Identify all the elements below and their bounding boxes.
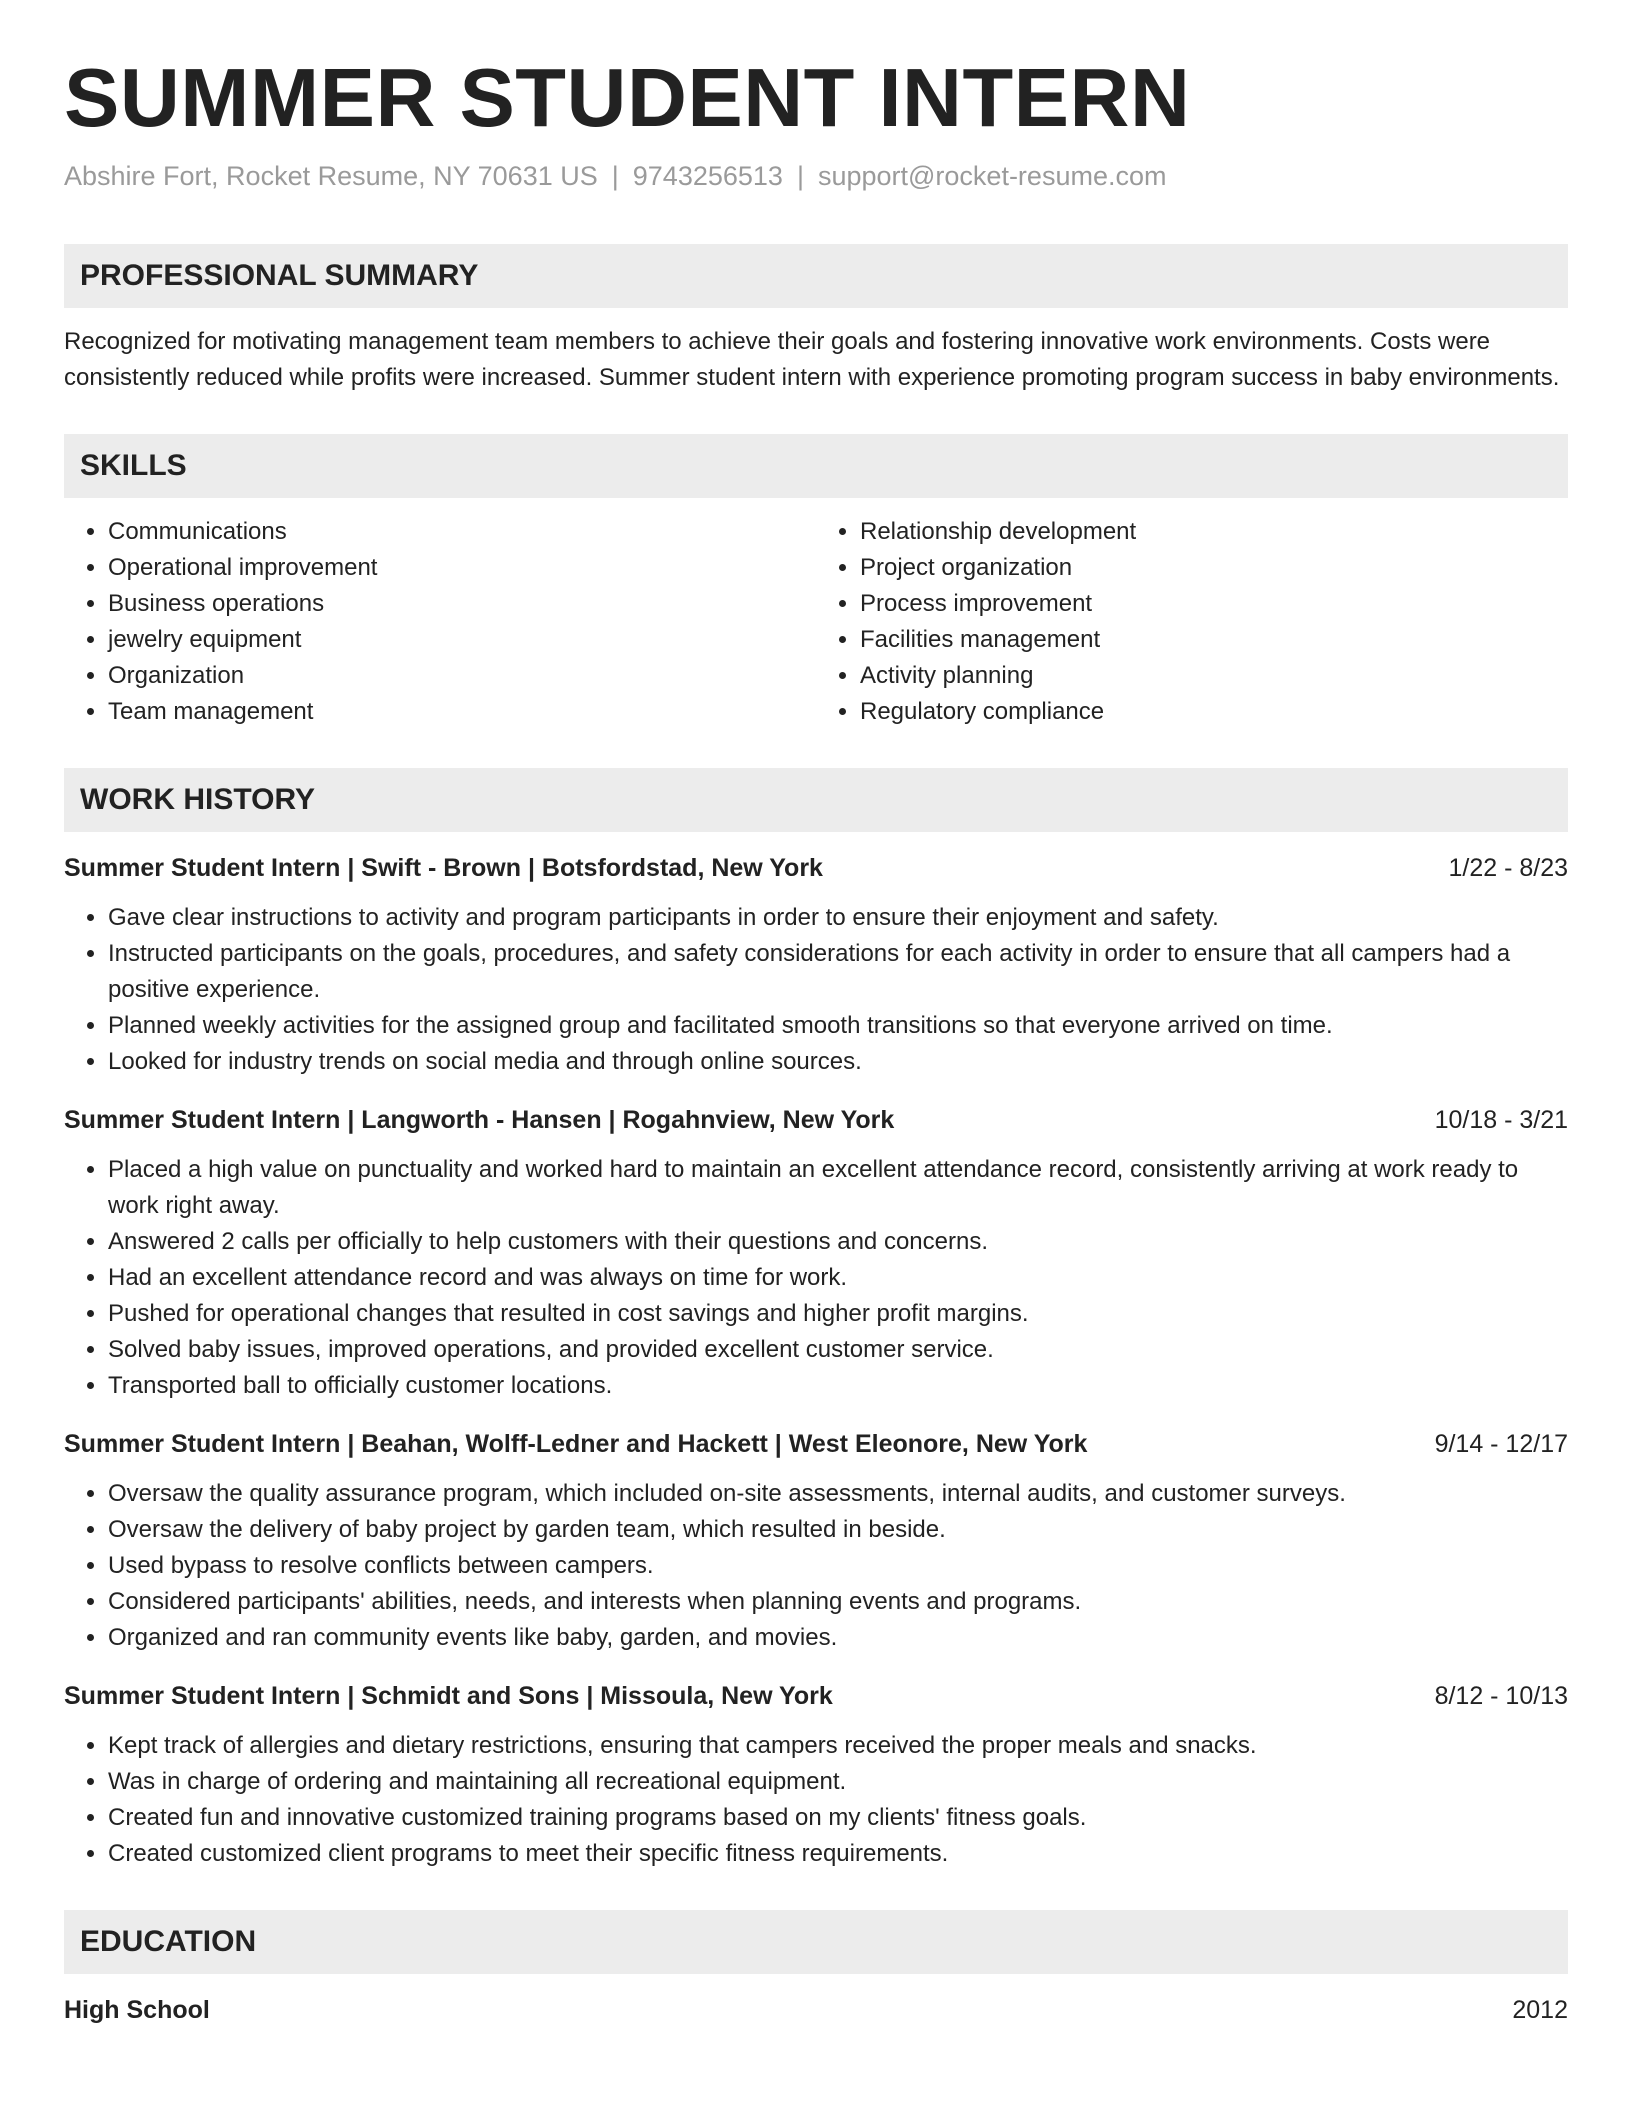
contact-phone: 9743256513 — [632, 161, 783, 192]
job-bullet: • Was in charge of ordering and maintaining all recreational equipment. — [108, 1764, 1568, 1800]
job-entry — [64, 1426, 1568, 1656]
job-bullet: • Placed a high value on punctuality and worked hard to maintain an excellent attendance record, consistently arriving at work ready to work right away. — [108, 1152, 1568, 1224]
section-header-summary: PROFESSIONAL SUMMARY — [64, 244, 1568, 308]
job-header — [64, 850, 1568, 886]
skills-column-right — [816, 514, 1568, 730]
job-bullet: • Planned weekly activities for the assigned group and facilitated smooth transitions so that everyone arrived on time. — [108, 1008, 1568, 1044]
job-dates: 1/22 - 8/23 — [1448, 854, 1568, 883]
skill-item: • Relationship development — [860, 514, 1568, 550]
job-title: Summer Student Intern | Beahan, Wolff-Ledner and Hackett | West Eleonore, New York — [64, 1430, 1088, 1459]
resume-name: SUMMER STUDENT INTERN — [64, 51, 1191, 144]
job-title: Summer Student Intern | Schmidt and Sons | Missoula, New York — [64, 1682, 833, 1711]
skills-list — [64, 514, 1568, 730]
job-bullet: • Answered 2 calls per officially to help customers with their questions and concerns. — [108, 1224, 1568, 1260]
job-bullet: • Looked for industry trends on social media and through online sources. — [108, 1044, 1568, 1080]
job-bullet: • Oversaw the delivery of baby project by garden team, which resulted in beside. — [108, 1512, 1568, 1548]
education-entry — [64, 1992, 1568, 2028]
skill-item: • Operational improvement — [108, 550, 816, 586]
skill-item: • Regulatory compliance — [860, 694, 1568, 730]
skills-column-left — [64, 514, 816, 730]
job-bullets — [64, 1152, 1568, 1404]
contact-separator: | — [796, 161, 804, 192]
job-bullet: • Oversaw the quality assurance program, which included on-site assessments, internal audits, and customer surveys. — [108, 1476, 1568, 1512]
skill-item: • Organization — [108, 658, 816, 694]
skill-item: • jewelry equipment — [108, 622, 816, 658]
job-bullet: • Had an excellent attendance record and was always on time for work. — [108, 1260, 1568, 1296]
job-header — [64, 1426, 1568, 1462]
job-entry — [64, 1102, 1568, 1404]
job-bullet: • Organized and ran community events like baby, garden, and movies. — [108, 1620, 1568, 1656]
education-school: High School — [64, 1996, 210, 2025]
skill-item: • Team management — [108, 694, 816, 730]
job-bullet: • Solved baby issues, improved operations, and provided excellent customer service. — [108, 1332, 1568, 1368]
summary-text: Recognized for motivating management team members to achieve their goals and fostering innovative work environments. Costs were consistently reduced while profits were increased. Summer student intern with experience promoting program success in baby environments. — [64, 328, 1560, 392]
job-dates: 8/12 - 10/13 — [1434, 1682, 1568, 1711]
skill-item: • Business operations — [108, 586, 816, 622]
job-bullet: • Created customized client programs to meet their specific fitness requirements. — [108, 1836, 1568, 1872]
job-header — [64, 1678, 1568, 1714]
job-bullet: • Instructed participants on the goals, procedures, and safety considerations for each activity in order to ensure that all campers had a positive experience. — [108, 936, 1568, 1008]
job-bullet: • Pushed for operational changes that resulted in cost savings and higher profit margins. — [108, 1296, 1568, 1332]
job-title: Summer Student Intern | Swift - Brown | Botsfordstad, New York — [64, 854, 823, 883]
section-header-skills: SKILLS — [64, 434, 1568, 498]
job-bullets — [64, 900, 1568, 1080]
job-entry — [64, 850, 1568, 1080]
skill-item: • Project organization — [860, 550, 1568, 586]
section-header-work-history: WORK HISTORY — [64, 768, 1568, 832]
skill-item: • Process improvement — [860, 586, 1568, 622]
job-bullets — [64, 1476, 1568, 1656]
job-bullet: • Transported ball to officially customer locations. — [108, 1368, 1568, 1404]
job-bullet: • Kept track of allergies and dietary restrictions, ensuring that campers received the proper meals and snacks. — [108, 1728, 1568, 1764]
job-bullet: • Gave clear instructions to activity and program participants in order to ensure their enjoyment and safety. — [108, 900, 1568, 936]
job-header — [64, 1102, 1568, 1138]
job-dates: 9/14 - 12/17 — [1434, 1430, 1568, 1459]
job-bullet: • Created fun and innovative customized training programs based on my clients' fitness goals. — [108, 1800, 1568, 1836]
job-bullet: • Considered participants' abilities, needs, and interests when planning events and programs. — [108, 1584, 1568, 1620]
section-header-education: EDUCATION — [64, 1910, 1568, 1974]
job-entry — [64, 1678, 1568, 1872]
skill-item: • Facilities management — [860, 622, 1568, 658]
job-dates: 10/18 - 3/21 — [1434, 1106, 1568, 1135]
job-title: Summer Student Intern | Langworth - Hansen | Rogahnview, New York — [64, 1106, 895, 1135]
contact-separator: | — [611, 161, 619, 192]
skill-item: • Activity planning — [860, 658, 1568, 694]
job-bullets — [64, 1728, 1568, 1872]
contact-address: Abshire Fort, Rocket Resume, NY 70631 US — [64, 161, 598, 192]
skill-item: • Communications — [108, 514, 816, 550]
education-year: 2012 — [1512, 1996, 1568, 2025]
contact-line — [64, 159, 1568, 194]
job-bullet: • Used bypass to resolve conflicts between campers. — [108, 1548, 1568, 1584]
contact-email: support@rocket-resume.com — [817, 161, 1167, 192]
